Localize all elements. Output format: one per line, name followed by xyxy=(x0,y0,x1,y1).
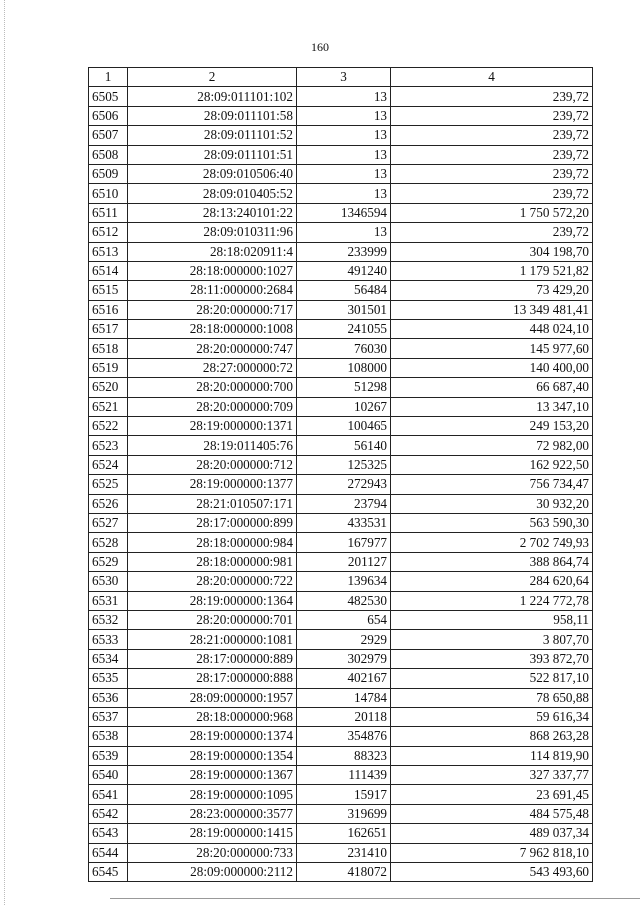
row-number-cell: 6533 xyxy=(89,630,128,649)
value-cell: 284 620,64 xyxy=(391,572,593,591)
row-number-cell: 6512 xyxy=(89,223,128,242)
cadastral-number-cell: 28:18:000000:1008 xyxy=(128,320,297,339)
area-cell: 13 xyxy=(297,126,391,145)
row-number-cell: 6505 xyxy=(89,87,128,106)
cadastral-number-cell: 28:19:000000:1377 xyxy=(128,475,297,494)
area-cell: 167977 xyxy=(297,533,391,552)
area-cell: 654 xyxy=(297,610,391,629)
row-number-cell: 6519 xyxy=(89,358,128,377)
value-cell: 958,11 xyxy=(391,610,593,629)
table-row xyxy=(89,669,593,688)
area-cell: 482530 xyxy=(297,591,391,610)
table-row xyxy=(89,707,593,726)
area-cell: 433531 xyxy=(297,513,391,532)
cadastral-number-cell: 28:13:240101:22 xyxy=(128,203,297,222)
value-cell: 59 616,34 xyxy=(391,707,593,726)
value-cell: 140 400,00 xyxy=(391,358,593,377)
table-row xyxy=(89,804,593,823)
cadastral-number-cell: 28:20:000000:722 xyxy=(128,572,297,591)
value-cell: 239,72 xyxy=(391,145,593,164)
area-cell: 56140 xyxy=(297,436,391,455)
area-cell: 14784 xyxy=(297,688,391,707)
row-number-cell: 6540 xyxy=(89,766,128,785)
table-row xyxy=(89,649,593,668)
cadastral-number-cell: 28:19:000000:1371 xyxy=(128,417,297,436)
area-cell: 13 xyxy=(297,145,391,164)
value-cell: 239,72 xyxy=(391,126,593,145)
column-header: 2 xyxy=(128,68,297,87)
area-cell: 233999 xyxy=(297,242,391,261)
row-number-cell: 6544 xyxy=(89,843,128,862)
table-row xyxy=(89,552,593,571)
page-number: 160 xyxy=(311,40,329,54)
scan-edge-left xyxy=(4,0,5,905)
cadastral-number-cell: 28:17:000000:899 xyxy=(128,513,297,532)
row-number-cell: 6541 xyxy=(89,785,128,804)
area-cell: 354876 xyxy=(297,727,391,746)
cadastral-number-cell: 28:11:000000:2684 xyxy=(128,281,297,300)
table-row xyxy=(89,455,593,474)
value-cell: 1 750 572,20 xyxy=(391,203,593,222)
area-cell: 13 xyxy=(297,184,391,203)
row-number-cell: 6515 xyxy=(89,281,128,300)
area-cell: 2929 xyxy=(297,630,391,649)
table-row xyxy=(89,145,593,164)
value-cell: 13 349 481,41 xyxy=(391,300,593,319)
table-row xyxy=(89,591,593,610)
row-number-cell: 6507 xyxy=(89,126,128,145)
area-cell: 13 xyxy=(297,87,391,106)
cadastral-number-cell: 28:20:000000:717 xyxy=(128,300,297,319)
cadastral-number-cell: 28:09:010506:40 xyxy=(128,164,297,183)
table-row xyxy=(89,843,593,862)
cadastral-number-cell: 28:18:000000:968 xyxy=(128,707,297,726)
cadastral-number-cell: 28:20:000000:700 xyxy=(128,378,297,397)
value-cell: 7 962 818,10 xyxy=(391,843,593,862)
cadastral-number-cell: 28:20:000000:709 xyxy=(128,397,297,416)
area-cell: 13 xyxy=(297,164,391,183)
area-cell: 272943 xyxy=(297,475,391,494)
table-row xyxy=(89,533,593,552)
cadastral-number-cell: 28:18:000000:981 xyxy=(128,552,297,571)
table-row xyxy=(89,746,593,765)
value-cell: 563 590,30 xyxy=(391,513,593,532)
row-number-cell: 6524 xyxy=(89,455,128,474)
row-number-cell: 6518 xyxy=(89,339,128,358)
value-cell: 543 493,60 xyxy=(391,863,593,882)
value-cell: 239,72 xyxy=(391,223,593,242)
table-row xyxy=(89,184,593,203)
area-cell: 10267 xyxy=(297,397,391,416)
row-number-cell: 6508 xyxy=(89,145,128,164)
cadastral-number-cell: 28:09:000000:1957 xyxy=(128,688,297,707)
row-number-cell: 6506 xyxy=(89,106,128,125)
value-cell: 239,72 xyxy=(391,184,593,203)
cadastral-number-cell: 28:20:000000:733 xyxy=(128,843,297,862)
value-cell: 239,72 xyxy=(391,87,593,106)
table-row xyxy=(89,610,593,629)
value-cell: 522 817,10 xyxy=(391,669,593,688)
cadastral-number-cell: 28:23:000000:3577 xyxy=(128,804,297,823)
value-cell: 145 977,60 xyxy=(391,339,593,358)
table-row xyxy=(89,339,593,358)
cadastral-number-cell: 28:17:000000:888 xyxy=(128,669,297,688)
area-cell: 13 xyxy=(297,223,391,242)
table-row xyxy=(89,436,593,455)
scan-edge-bottom xyxy=(110,898,640,899)
table-row xyxy=(89,572,593,591)
area-cell: 1346594 xyxy=(297,203,391,222)
table-row xyxy=(89,727,593,746)
value-cell: 393 872,70 xyxy=(391,649,593,668)
table-row xyxy=(89,242,593,261)
column-header: 1 xyxy=(89,68,128,87)
cadastral-number-cell: 28:20:000000:747 xyxy=(128,339,297,358)
table-row xyxy=(89,300,593,319)
row-number-cell: 6525 xyxy=(89,475,128,494)
table-row xyxy=(89,824,593,843)
cadastral-table xyxy=(88,67,593,882)
row-number-cell: 6510 xyxy=(89,184,128,203)
table-row xyxy=(89,766,593,785)
area-cell: 241055 xyxy=(297,320,391,339)
row-number-cell: 6530 xyxy=(89,572,128,591)
cadastral-number-cell: 28:18:020911:4 xyxy=(128,242,297,261)
cadastral-number-cell: 28:20:000000:701 xyxy=(128,610,297,629)
table-row xyxy=(89,630,593,649)
cadastral-number-cell: 28:19:000000:1364 xyxy=(128,591,297,610)
row-number-cell: 6526 xyxy=(89,494,128,513)
row-number-cell: 6516 xyxy=(89,300,128,319)
area-cell: 418072 xyxy=(297,863,391,882)
cadastral-number-cell: 28:21:000000:1081 xyxy=(128,630,297,649)
value-cell: 448 024,10 xyxy=(391,320,593,339)
table-row xyxy=(89,494,593,513)
table-row xyxy=(89,475,593,494)
value-cell: 3 807,70 xyxy=(391,630,593,649)
row-number-cell: 6536 xyxy=(89,688,128,707)
value-cell: 304 198,70 xyxy=(391,242,593,261)
cadastral-number-cell: 28:21:010507:171 xyxy=(128,494,297,513)
table-row xyxy=(89,126,593,145)
row-number-cell: 6521 xyxy=(89,397,128,416)
header-row xyxy=(89,68,593,87)
table-row xyxy=(89,223,593,242)
cadastral-number-cell: 28:19:000000:1095 xyxy=(128,785,297,804)
column-header: 4 xyxy=(391,68,593,87)
area-cell: 319699 xyxy=(297,804,391,823)
cadastral-number-cell: 28:19:011405:76 xyxy=(128,436,297,455)
area-cell: 491240 xyxy=(297,261,391,280)
area-cell: 302979 xyxy=(297,649,391,668)
row-number-cell: 6511 xyxy=(89,203,128,222)
cadastral-number-cell: 28:09:010311:96 xyxy=(128,223,297,242)
cadastral-number-cell: 28:09:010405:52 xyxy=(128,184,297,203)
value-cell: 73 429,20 xyxy=(391,281,593,300)
table-row xyxy=(89,261,593,280)
value-cell: 489 037,34 xyxy=(391,824,593,843)
table-body xyxy=(89,87,593,882)
row-number-cell: 6509 xyxy=(89,164,128,183)
area-cell: 13 xyxy=(297,106,391,125)
cadastral-number-cell: 28:20:000000:712 xyxy=(128,455,297,474)
value-cell: 114 819,90 xyxy=(391,746,593,765)
value-cell: 249 153,20 xyxy=(391,417,593,436)
row-number-cell: 6531 xyxy=(89,591,128,610)
row-number-cell: 6532 xyxy=(89,610,128,629)
table-row xyxy=(89,863,593,882)
row-number-cell: 6529 xyxy=(89,552,128,571)
row-number-cell: 6528 xyxy=(89,533,128,552)
row-number-cell: 6545 xyxy=(89,863,128,882)
column-header: 3 xyxy=(297,68,391,87)
row-number-cell: 6538 xyxy=(89,727,128,746)
row-number-cell: 6523 xyxy=(89,436,128,455)
value-cell: 30 932,20 xyxy=(391,494,593,513)
area-cell: 20118 xyxy=(297,707,391,726)
row-number-cell: 6539 xyxy=(89,746,128,765)
cadastral-number-cell: 28:19:000000:1374 xyxy=(128,727,297,746)
area-cell: 201127 xyxy=(297,552,391,571)
area-cell: 231410 xyxy=(297,843,391,862)
table-row xyxy=(89,688,593,707)
value-cell: 756 734,47 xyxy=(391,475,593,494)
cadastral-number-cell: 28:09:011101:58 xyxy=(128,106,297,125)
row-number-cell: 6514 xyxy=(89,261,128,280)
area-cell: 301501 xyxy=(297,300,391,319)
row-number-cell: 6542 xyxy=(89,804,128,823)
value-cell: 239,72 xyxy=(391,106,593,125)
row-number-cell: 6537 xyxy=(89,707,128,726)
cadastral-number-cell: 28:09:000000:2112 xyxy=(128,863,297,882)
value-cell: 868 263,28 xyxy=(391,727,593,746)
row-number-cell: 6522 xyxy=(89,417,128,436)
cadastral-number-cell: 28:18:000000:1027 xyxy=(128,261,297,280)
value-cell: 484 575,48 xyxy=(391,804,593,823)
value-cell: 388 864,74 xyxy=(391,552,593,571)
row-number-cell: 6520 xyxy=(89,378,128,397)
value-cell: 162 922,50 xyxy=(391,455,593,474)
area-cell: 76030 xyxy=(297,339,391,358)
value-cell: 23 691,45 xyxy=(391,785,593,804)
cadastral-number-cell: 28:18:000000:984 xyxy=(128,533,297,552)
value-cell: 1 179 521,82 xyxy=(391,261,593,280)
area-cell: 139634 xyxy=(297,572,391,591)
area-cell: 51298 xyxy=(297,378,391,397)
table-row xyxy=(89,785,593,804)
value-cell: 13 347,10 xyxy=(391,397,593,416)
table-row xyxy=(89,417,593,436)
table-row xyxy=(89,203,593,222)
row-number-cell: 6517 xyxy=(89,320,128,339)
row-number-cell: 6527 xyxy=(89,513,128,532)
cadastral-number-cell: 28:09:011101:102 xyxy=(128,87,297,106)
row-number-cell: 6513 xyxy=(89,242,128,261)
value-cell: 239,72 xyxy=(391,164,593,183)
area-cell: 100465 xyxy=(297,417,391,436)
value-cell: 72 982,00 xyxy=(391,436,593,455)
area-cell: 15917 xyxy=(297,785,391,804)
area-cell: 23794 xyxy=(297,494,391,513)
cadastral-number-cell: 28:27:000000:72 xyxy=(128,358,297,377)
table-row xyxy=(89,164,593,183)
value-cell: 66 687,40 xyxy=(391,378,593,397)
table-row xyxy=(89,397,593,416)
area-cell: 108000 xyxy=(297,358,391,377)
row-number-cell: 6535 xyxy=(89,669,128,688)
table-row xyxy=(89,320,593,339)
table-row xyxy=(89,513,593,532)
cadastral-number-cell: 28:09:011101:51 xyxy=(128,145,297,164)
area-cell: 402167 xyxy=(297,669,391,688)
value-cell: 327 337,77 xyxy=(391,766,593,785)
area-cell: 162651 xyxy=(297,824,391,843)
cadastral-number-cell: 28:09:011101:52 xyxy=(128,126,297,145)
cadastral-number-cell: 28:19:000000:1367 xyxy=(128,766,297,785)
row-number-cell: 6543 xyxy=(89,824,128,843)
table-row xyxy=(89,87,593,106)
cadastral-number-cell: 28:17:000000:889 xyxy=(128,649,297,668)
area-cell: 56484 xyxy=(297,281,391,300)
row-number-cell: 6534 xyxy=(89,649,128,668)
area-cell: 125325 xyxy=(297,455,391,474)
table-row xyxy=(89,378,593,397)
area-cell: 111439 xyxy=(297,766,391,785)
value-cell: 1 224 772,78 xyxy=(391,591,593,610)
area-cell: 88323 xyxy=(297,746,391,765)
table-row xyxy=(89,106,593,125)
value-cell: 2 702 749,93 xyxy=(391,533,593,552)
table-row xyxy=(89,358,593,377)
cadastral-number-cell: 28:19:000000:1415 xyxy=(128,824,297,843)
table-row xyxy=(89,281,593,300)
value-cell: 78 650,88 xyxy=(391,688,593,707)
cadastral-number-cell: 28:19:000000:1354 xyxy=(128,746,297,765)
